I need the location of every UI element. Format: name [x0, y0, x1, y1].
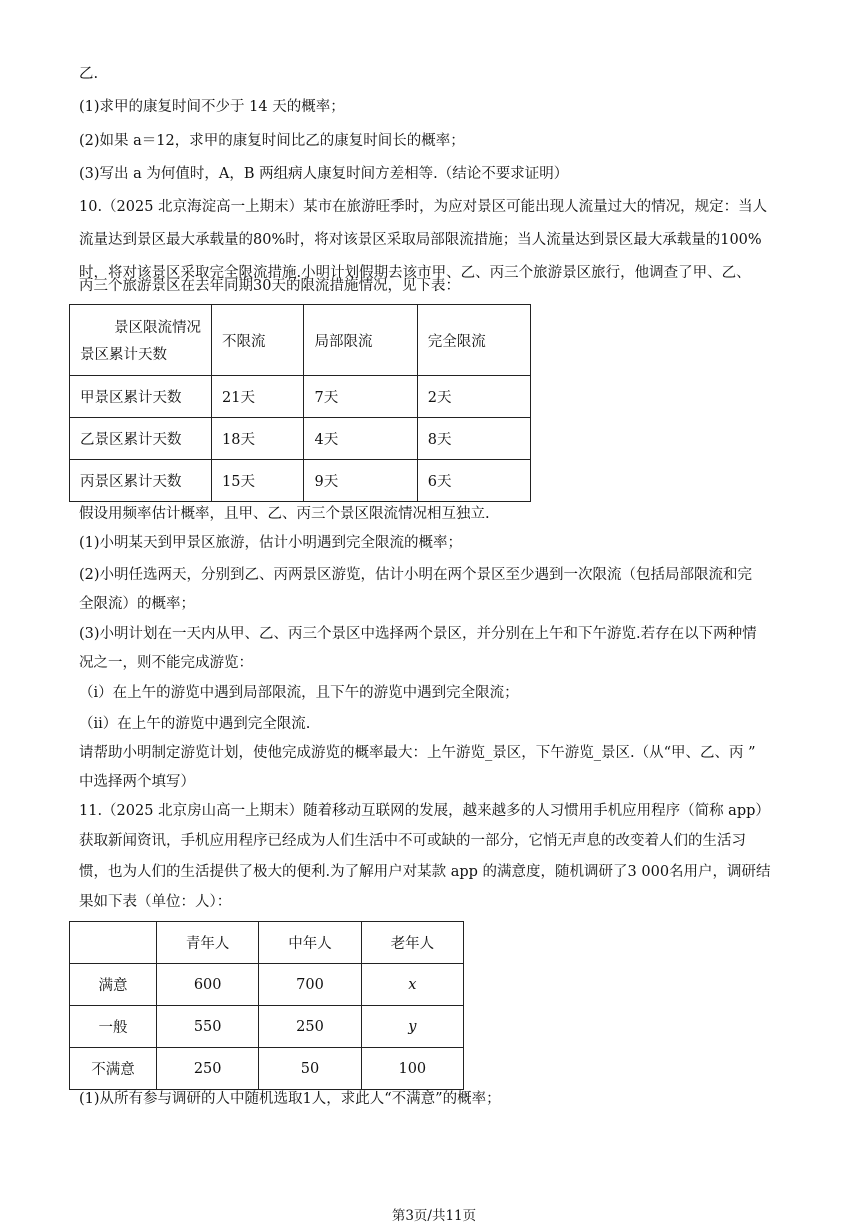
table-row: [70, 1006, 464, 1048]
table-cell: 6天: [417, 460, 530, 502]
question-11-title: 11.（2025 北京房山高一上期末）随着移动互联网的发展，越来越多的人习惯用手机应用程序（简称 app）: [79, 803, 770, 819]
column-header: 局部限流: [304, 305, 417, 376]
column-header: 不限流: [212, 305, 304, 376]
table-cell: 550: [157, 1006, 259, 1048]
table-row: [70, 964, 464, 1006]
page-number: 第3页/共11页: [391, 1208, 477, 1224]
table-header-row: [70, 305, 531, 376]
row-label: 不满意: [70, 1048, 157, 1090]
table-cell: 8天: [417, 418, 530, 460]
table-cell: 250: [259, 1006, 361, 1048]
satisfaction-table: [69, 921, 464, 1090]
table-cell: 50: [259, 1048, 361, 1090]
text-line: (3)小明计划在一天内从甲、乙、丙三个景区中选择两个景区，并分别在上午和下午游览.若存在以下两种情: [79, 626, 757, 642]
table-cell: x: [361, 964, 463, 1006]
table-corner-cell: 景区限流情况 景区累计天数: [70, 305, 212, 376]
row-label: 甲景区累计天数: [70, 376, 212, 418]
text-line: 惯，也为人们的生活提供了极大的便利.为了解用户对某款 app 的满意度，随机调研了3 000名用户，调研结: [79, 864, 771, 880]
table-cell: 2天: [417, 376, 530, 418]
text-line: (1)求甲的康复时间不少于 14 天的概率；: [79, 99, 345, 115]
text-line: (2)小明任选两天，分别到乙、丙两景区游览，估计小明在两个景区至少遇到一次限流（包括局部限流和完: [79, 567, 753, 583]
text-line: 获取新闻资讯，手机应用程序已经成为人们生活中不可或缺的一部分，它悄无声息的改变着人们的生活习: [79, 833, 746, 849]
table-cell: 9天: [304, 460, 417, 502]
table-row: [70, 1048, 464, 1090]
text-line: 丙三个旅游景区在去年同期30天的限流措施情况，见下表：: [79, 278, 460, 294]
column-header: 完全限流: [417, 305, 530, 376]
restriction-table: [69, 304, 531, 502]
table-corner-cell: [70, 922, 157, 964]
table-cell: 4天: [304, 418, 417, 460]
text-line: 时，将对该景区采取完全限流措施.小明计划假期去该市甲、乙、丙三个旅游景区旅行，他调查了甲、乙、: [79, 265, 751, 281]
row-label: 乙景区累计天数: [70, 418, 212, 460]
table-cell: 15天: [212, 460, 304, 502]
table-cell: 7天: [304, 376, 417, 418]
table-cell: 18天: [212, 418, 304, 460]
column-header: 青年人: [157, 922, 259, 964]
text-line: 流量达到景区最大承载量的80%时，将对该景区采取局部限流措施；当人流量达到景区最大承载量的100%: [79, 232, 762, 248]
table-row: [70, 418, 531, 460]
table-header-row: [70, 922, 464, 964]
text-line: 果如下表（单位：人）：: [79, 894, 232, 910]
question-10-title: 10.（2025 北京海淀高一上期末）某市在旅游旺季时，为应对景区可能出现人流量过大的情况，规定：当人: [79, 199, 768, 215]
table-cell: y: [361, 1006, 463, 1048]
text-line: （i）在上午的游览中遇到局部限流，且下午的游览中遇到完全限流；: [79, 685, 519, 701]
table-cell: 100: [361, 1048, 463, 1090]
table-cell: 21天: [212, 376, 304, 418]
table-row: [70, 376, 531, 418]
row-label: 丙景区累计天数: [70, 460, 212, 502]
text-line: (3)写出 a 为何值时，A，B 两组病人康复时间方差相等.（结论不要求证明）: [79, 166, 569, 182]
row-label: 满意: [70, 964, 157, 1006]
text-line: （ii）在上午的游览中遇到完全限流.: [79, 716, 311, 732]
text-line: 假设用频率估计概率，且甲、乙、丙三个景区限流情况相互独立.: [79, 506, 490, 522]
text-line: 况之一，则不能完成游览：: [79, 655, 253, 671]
table-cell: 250: [157, 1048, 259, 1090]
column-header: 中年人: [259, 922, 361, 964]
row-label: 一般: [70, 1006, 157, 1048]
text-line: 请帮助小明制定游览计划，使他完成游览的概率最大：上午游览_景区，下午游览_景区.（从“甲、乙、丙 ”: [79, 745, 756, 761]
text-line: (2)如果 a＝12，求甲的康复时间比乙的康复时间长的概率；: [79, 133, 465, 149]
table-row: [70, 460, 531, 502]
text-line: 乙.: [79, 66, 99, 82]
text-line: (1)从所有参与调研的人中随机选取1人，求此人“不满意”的概率；: [79, 1091, 501, 1107]
text-line: 全限流）的概率；: [79, 596, 195, 612]
table-cell: 600: [157, 964, 259, 1006]
table-cell: 700: [259, 964, 361, 1006]
column-header: 老年人: [361, 922, 463, 964]
text-line: 中选择两个填写）: [79, 774, 195, 790]
text-line: (1)小明某天到甲景区旅游，估计小明遇到完全限流的概率；: [79, 535, 463, 551]
